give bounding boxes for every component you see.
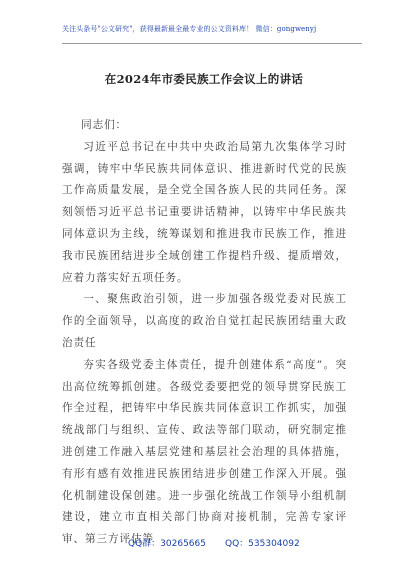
- section-heading: 一、聚焦政治引领，进一步加强各级党委对民族工作的全面领导，以高度的政治自觉扛起民族团结重大政治责任: [62, 293, 347, 349]
- document-body: [62, 115, 347, 551]
- body-paragraph: 习近平总书记在中共中央政治局第九次集体学习时强调，铸牢中华民族共同体意识、推进新时代党的民族工作高质量发展，是全党全国各族人民的共同任务。深刻领悟习近平总书记重要讲话精神，以铸牢中华民族共同体意识为主线，统筹谋划和推进我市民族工作，推进我市民族团结进步全域创建工作提档升级、提质增效，应着力落实好五项任务。: [62, 140, 347, 284]
- header-divider: [62, 43, 362, 44]
- footer-qq-group: QQ群：30265665: [128, 539, 206, 549]
- header-promo-note: 关注头条号"公文研究"，获得最新最全最专业的公文资料库！ 微信：gongwenyj: [62, 25, 317, 33]
- document-title: 在2024年市委民族工作会议上的讲话: [104, 72, 304, 86]
- body-paragraph: 夯实各级党委主体责任，提升创建体系“高度”。突出高位统筹抓创建。各级党委要把党的领导贯穿民族工作全过程，把铸牢中华民族共同体意识工作抓实，加强统战部门与组织、宣传、政法等部门联动，研究制定推进创建工作融入基层党建和基层社会治理的具体措施，有形有感有效推进民族团结进步创建工作深入开展。强化机制建设保创建。进一步强化统战工作领导小组机制建设，建立市直相关部门协商对接机制，完善专家评审、第三方评估等: [62, 358, 347, 546]
- salutation: 同志们：: [81, 119, 128, 131]
- footer-qq-number: QQ：535304092: [225, 539, 300, 549]
